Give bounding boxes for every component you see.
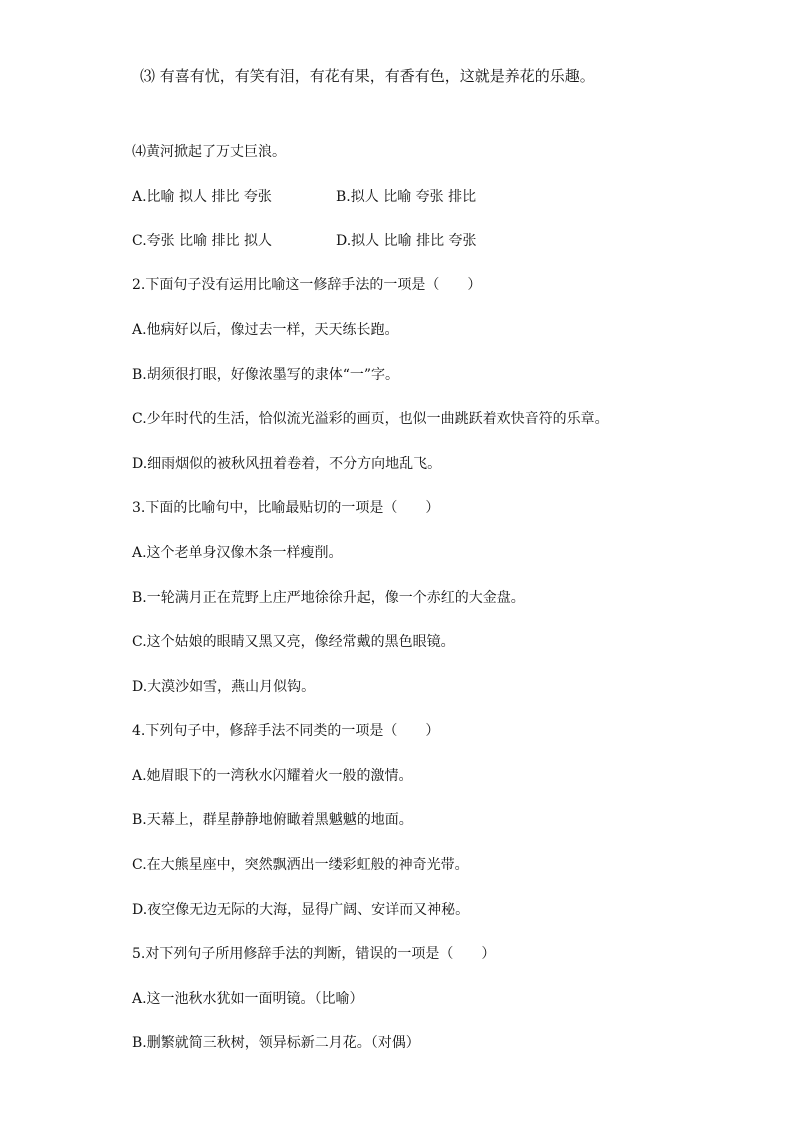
q1-option-d: D.拟人 比喻 排比 夸张 (336, 233, 477, 249)
q5-option-a: A.这一池秋水犹如一面明镜。（比喻） (132, 991, 364, 1007)
item-3-sentence: ⑶ 有喜有忧，有笑有泪，有花有果，有香有色，这就是养花的乐趣。 (140, 67, 595, 85)
q3-option-b: B.一轮满月正在荒野上庄严地徐徐升起，像一个赤红的大金盘。 (132, 590, 525, 606)
q3-option-a: A.这个老单身汉像木条一样瘦削。 (132, 545, 343, 561)
q2-option-c: C.少年时代的生活，恰似流光溢彩的画页，也似一曲跳跃着欢快音符的乐章。 (132, 411, 609, 427)
q5-stem: 5.对下列句子所用修辞手法的判断，错误的一项是（ ） (132, 946, 496, 962)
q2-stem: 2.下面句子没有运用比喻这一修辞手法的一项是（ ） (132, 277, 482, 293)
q1-option-a: A.比喻 拟人 排比 夸张 (132, 189, 272, 205)
q3-stem: 3.下面的比喻句中，比喻最贴切的一项是（ ） (132, 500, 440, 516)
q4-option-a: A.她眉眼下的一湾秋水闪耀着火一般的激情。 (132, 768, 413, 784)
q4-option-d: D.夜空像无边无际的大海，显得广阔、安详而又神秘。 (132, 902, 470, 918)
q2-option-a: A.他病好以后，像过去一样，天天练长跑。 (132, 322, 399, 338)
q4-option-b: B.天幕上，群星静静地俯瞰着黑魆魆的地面。 (132, 812, 413, 828)
item-4-sentence: ⑷黄河掀起了万丈巨浪。 (132, 144, 286, 160)
q5-option-b: B.删繁就简三秋树，领异标新二月花。（对偶） (132, 1035, 420, 1051)
q2-option-d: D.细雨烟似的被秋风扭着卷着，不分方向地乱飞。 (132, 456, 442, 472)
q3-option-d: D.大漠沙如雪，燕山月似钩。 (132, 679, 316, 695)
q2-option-b: B.胡须很打眼，好像浓墨写的隶体“一”字。 (132, 367, 400, 383)
q1-option-c: C.夸张 比喻 排比 拟人 (132, 233, 273, 249)
q1-option-b: B.拟人 比喻 夸张 排比 (336, 189, 477, 205)
q3-option-c: C.这个姑娘的眼睛又黑又亮，像经常戴的黑色眼镜。 (132, 634, 455, 650)
q4-stem: 4.下列句子中，修辞手法不同类的一项是（ ） (132, 723, 440, 739)
q4-option-c: C.在大熊星座中，突然飘洒出一缕彩虹般的神奇光带。 (132, 857, 469, 873)
